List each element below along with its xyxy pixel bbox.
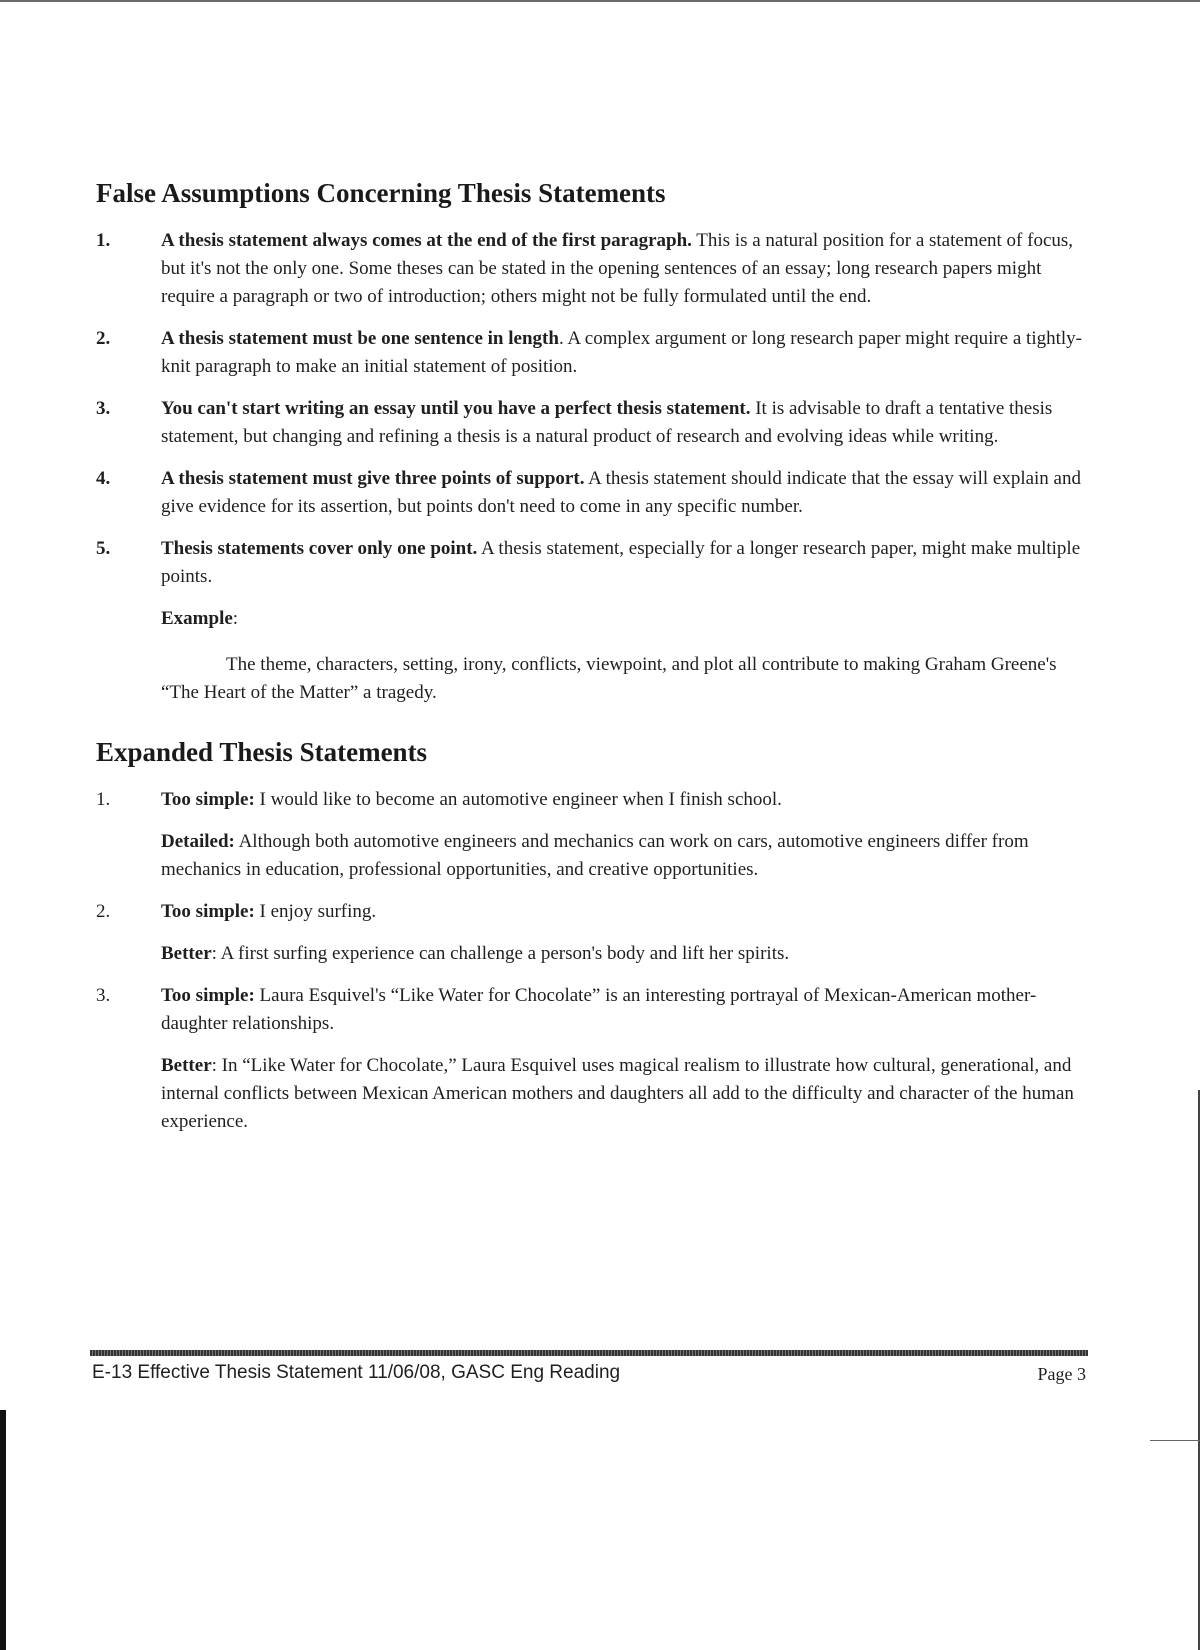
assumption-item-1 [96,227,1091,311]
item-text [161,982,1091,1038]
better-text: : In “Like Water for Chocolate,” Laura Esquivel uses magical realism to illustrate how cultural, generational, and internal conflicts between Mexican American mothers and daughters all add to the difficulty and character of the human experience. [161,1055,1074,1132]
example-colon: : [232,608,239,629]
assumption-item-4 [96,465,1091,521]
item-text [161,227,1091,311]
better-label: Detailed: [161,831,235,852]
footer-rule [90,1350,1088,1356]
item-lead: Thesis statements cover only one point. [161,538,478,559]
expanded-item-1 [96,786,1091,814]
item-lead: You can't start writing an essay until you have a perfect thesis statement. [161,398,751,419]
section-title-false-assumptions: False Assumptions Concerning Thesis Statements [96,178,666,208]
expanded-item-3 [96,982,1091,1038]
item-lead: A thesis statement always comes at the end of the first paragraph. [161,230,692,251]
simple-label: Too simple: [161,901,255,922]
section-title-expanded: Expanded Thesis Statements [96,737,428,767]
document-body [96,178,1091,1150]
assumption-item-5 [96,535,1091,591]
item-body: This is a natural position for a statement of focus, but it's not the only one. Some theses can be stated in the opening sentences of an essay; long research papers might require a paragraph or two of introduction; others might not be fully formulated until the end. [161,230,1074,307]
item-body: It is advisable to draft a tentative thesis statement, but changing and refining a thesis is a natural product of research and evolving ideas while writing. [161,398,1053,447]
item-text [161,465,1091,521]
scan-edge-top [0,0,1200,2]
item-number: 2. [96,328,111,349]
item-number: 4. [96,468,111,489]
simple-label: Too simple: [161,789,255,810]
simple-text: I would like to become an automotive engineer when I finish school. [254,789,782,810]
item-number: 3. [96,398,111,419]
example-label [161,605,1091,633]
item-text [161,535,1091,591]
scan-edge-left [0,1410,6,1650]
item-text [161,325,1091,381]
assumption-item-2 [96,325,1091,381]
item-body: . A complex argument or long research paper might require a tightly-knit paragraph to make an initial statement of position. [161,328,1082,377]
footer-document-info: E-13 Effective Thesis Statement 11/06/08, GASC Eng Reading [92,1362,621,1383]
item-number: 1. [96,789,111,810]
item-text [161,898,1091,926]
simple-text: I enjoy surfing. [254,901,377,922]
item-body: A thesis statement, especially for a longer research paper, might make multiple points. [161,538,1081,587]
scan-edge-bottom [1150,1440,1200,1441]
item-number: 2. [96,901,111,922]
expanded-better-1 [161,828,1091,884]
item-number: 5. [96,538,111,559]
expanded-item-2 [96,898,1091,926]
better-text: : A first surfing experience can challenge a person's body and lift her spirits. [211,943,790,964]
example-label-text: Example [161,608,233,629]
simple-label: Too simple: [161,985,255,1006]
better-text: Although both automotive engineers and mechanics can work on cars, automotive engineers differ from mechanics in education, professional opportunities, and creative opportunities. [161,831,1029,880]
simple-text: Laura Esquivel's “Like Water for Chocolate” is an interesting portrayal of Mexican-American mother-daughter relationships. [161,985,1037,1034]
item-text [161,786,1091,814]
better-label: Better [161,1055,212,1076]
example-text: The theme, characters, setting, irony, conflicts, viewpoint, and plot all contribute to making Graham Greene's “The Heart of the Matter” a tragedy. [161,654,1057,703]
assumption-item-3 [96,395,1091,451]
item-body: A thesis statement should indicate that the essay will explain and give evidence for its assertion, but points don't need to come in any specific number. [161,468,1081,517]
item-number: 3. [96,985,111,1006]
item-text [161,395,1091,451]
expanded-better-2 [161,940,1091,968]
item-lead: A thesis statement must give three points of support. [161,468,585,489]
better-label: Better [161,943,212,964]
footer-page-number: Page 3 [1037,1364,1086,1384]
expanded-better-3 [161,1052,1091,1136]
item-number: 1. [96,230,111,251]
item-lead: A thesis statement must be one sentence in length [161,328,559,349]
